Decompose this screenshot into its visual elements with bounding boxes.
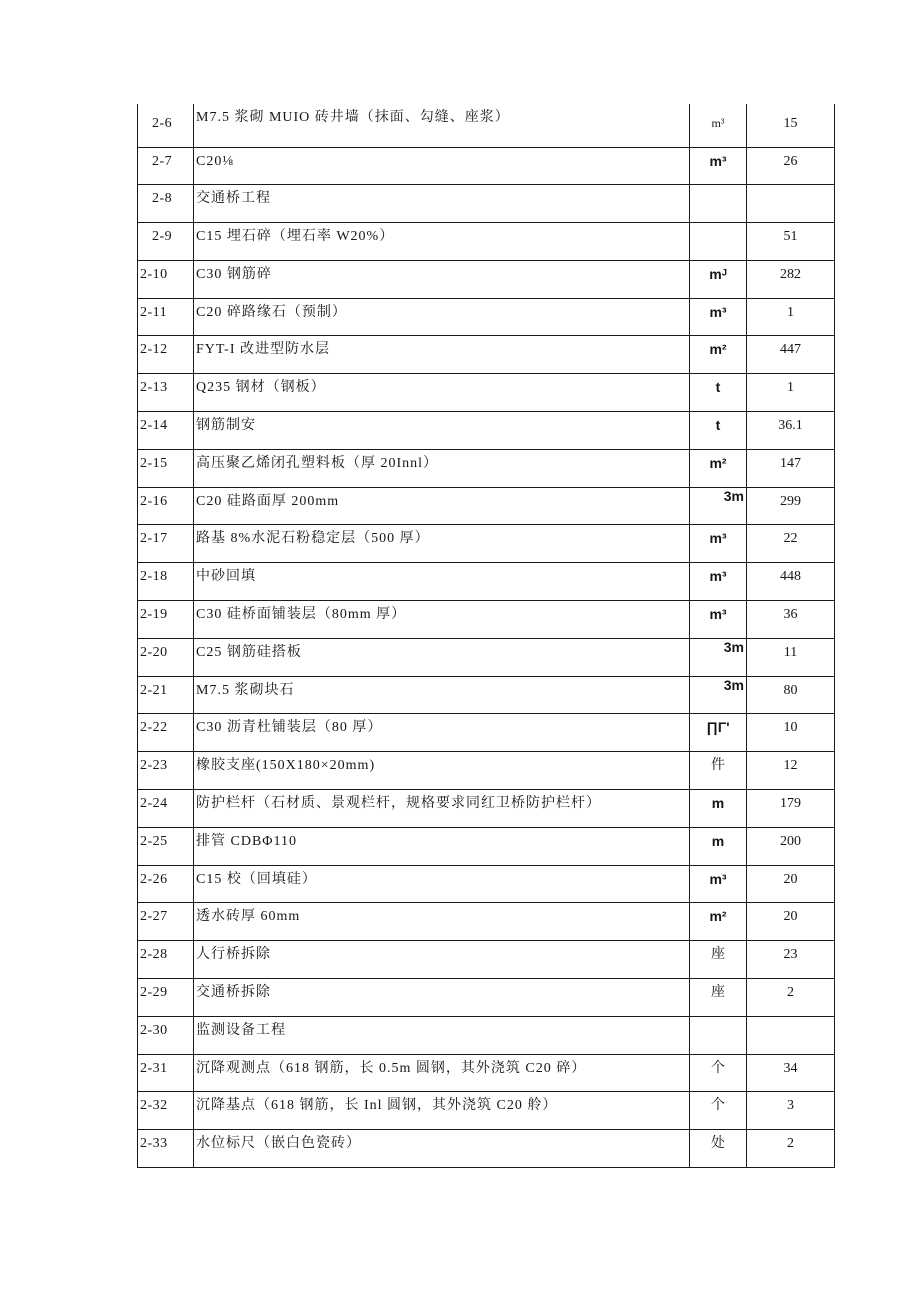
- item-code: 2-15: [138, 449, 194, 487]
- item-unit: 个: [690, 1054, 747, 1092]
- table-row: [138, 941, 835, 979]
- item-unit: m²: [690, 449, 747, 487]
- item-description: C15 埋石碎（埋石率 W20%）: [194, 223, 690, 261]
- item-unit: 3m: [690, 487, 747, 525]
- item-unit: m²: [690, 903, 747, 941]
- item-quantity: 1: [747, 298, 835, 336]
- table-row: [138, 1054, 835, 1092]
- item-unit: t: [690, 412, 747, 450]
- item-code: 2-31: [138, 1054, 194, 1092]
- item-quantity: 447: [747, 336, 835, 374]
- item-description: C20 碎路缘石（预制）: [194, 298, 690, 336]
- item-unit: m³: [690, 865, 747, 903]
- table-row: [138, 563, 835, 601]
- item-quantity: 20: [747, 865, 835, 903]
- item-description: M7.5 浆砌块石: [194, 676, 690, 714]
- table-row: [138, 525, 835, 563]
- item-unit: ∏Γ': [690, 714, 747, 752]
- item-unit: mᴶ: [690, 260, 747, 298]
- item-unit: m³: [690, 104, 747, 147]
- item-unit: t: [690, 374, 747, 412]
- item-quantity: [747, 1016, 835, 1054]
- item-description: FYT-I 改进型防水层: [194, 336, 690, 374]
- item-description: C15 校（回填硅）: [194, 865, 690, 903]
- item-code: 2-6: [138, 104, 194, 147]
- item-unit: m³: [690, 563, 747, 601]
- item-quantity: 15: [747, 104, 835, 147]
- item-code: 2-27: [138, 903, 194, 941]
- table-row: [138, 979, 835, 1017]
- item-quantity: 1: [747, 374, 835, 412]
- item-quantity: 10: [747, 714, 835, 752]
- item-code: 2-25: [138, 827, 194, 865]
- table-row: [138, 185, 835, 223]
- item-description: 沉降观测点（618 钢筋，长 0.5m 圆钢，其外浇筑 C20 碎）: [194, 1054, 690, 1092]
- item-description: 橡胶支座(150X180×20mm): [194, 752, 690, 790]
- table-row: [138, 865, 835, 903]
- item-quantity: 179: [747, 790, 835, 828]
- table-row: [138, 412, 835, 450]
- item-quantity: 448: [747, 563, 835, 601]
- item-unit: m³: [690, 601, 747, 639]
- item-quantity: 34: [747, 1054, 835, 1092]
- item-quantity: 299: [747, 487, 835, 525]
- table-row: [138, 1016, 835, 1054]
- item-unit: 处: [690, 1130, 747, 1168]
- item-code: 2-17: [138, 525, 194, 563]
- item-code: 2-13: [138, 374, 194, 412]
- item-code: 2-16: [138, 487, 194, 525]
- table-row: [138, 714, 835, 752]
- item-quantity: 51: [747, 223, 835, 261]
- item-description: 防护栏杆（石材质、景观栏杆，规格要求同红卫桥防护栏杆）: [194, 790, 690, 828]
- item-unit: m²: [690, 336, 747, 374]
- item-unit: 3m: [690, 676, 747, 714]
- item-quantity: 36: [747, 601, 835, 639]
- item-quantity: 2: [747, 979, 835, 1017]
- item-description: 透水砖厚 60mm: [194, 903, 690, 941]
- item-description: C30 硅桥面铺装层（80mm 厚）: [194, 601, 690, 639]
- table-row: [138, 147, 835, 185]
- item-description: 钢筋制安: [194, 412, 690, 450]
- item-unit: [690, 1016, 747, 1054]
- item-code: 2-19: [138, 601, 194, 639]
- table-row: [138, 449, 835, 487]
- table-row: [138, 336, 835, 374]
- item-quantity: 23: [747, 941, 835, 979]
- quantity-table-body: [138, 104, 835, 1168]
- item-description: 沉降基点（618 钢筋，长 Inl 圆钢，其外浇筑 C20 舲）: [194, 1092, 690, 1130]
- item-description: C25 钢筋硅搭板: [194, 638, 690, 676]
- item-code: 2-9: [138, 223, 194, 261]
- item-code: 2-26: [138, 865, 194, 903]
- item-quantity: 26: [747, 147, 835, 185]
- item-unit: m: [690, 790, 747, 828]
- item-quantity: 200: [747, 827, 835, 865]
- item-quantity: 20: [747, 903, 835, 941]
- table-row: [138, 790, 835, 828]
- table-row: [138, 260, 835, 298]
- item-quantity: 147: [747, 449, 835, 487]
- table-row: [138, 752, 835, 790]
- item-description: 中砂回填: [194, 563, 690, 601]
- item-quantity: 3: [747, 1092, 835, 1130]
- item-description: Q235 钢材（钢板）: [194, 374, 690, 412]
- item-description: 高压聚乙烯闭孔塑料板（厚 20Innl）: [194, 449, 690, 487]
- table-row: [138, 223, 835, 261]
- item-code: 2-22: [138, 714, 194, 752]
- item-description: 人行桥拆除: [194, 941, 690, 979]
- item-code: 2-12: [138, 336, 194, 374]
- item-code: 2-18: [138, 563, 194, 601]
- item-description: C20 硅路面厚 200mm: [194, 487, 690, 525]
- item-quantity: 12: [747, 752, 835, 790]
- item-code: 2-30: [138, 1016, 194, 1054]
- table-row: [138, 903, 835, 941]
- item-code: 2-23: [138, 752, 194, 790]
- item-unit: 座: [690, 979, 747, 1017]
- item-quantity: [747, 185, 835, 223]
- item-code: 2-28: [138, 941, 194, 979]
- table-row: [138, 1130, 835, 1168]
- item-code: 2-10: [138, 260, 194, 298]
- item-code: 2-24: [138, 790, 194, 828]
- item-description: 交通桥工程: [194, 185, 690, 223]
- table-row: [138, 1092, 835, 1130]
- table-row: [138, 374, 835, 412]
- item-unit: [690, 223, 747, 261]
- table-row: [138, 601, 835, 639]
- item-code: 2-32: [138, 1092, 194, 1130]
- item-unit: m³: [690, 298, 747, 336]
- table-row: [138, 487, 835, 525]
- table-row: [138, 638, 835, 676]
- item-code: 2-7: [138, 147, 194, 185]
- item-code: 2-8: [138, 185, 194, 223]
- item-description: M7.5 浆砌 MUIO 砖井墙（抹面、勾缝、座浆）: [194, 104, 690, 147]
- item-description: 排管 CDBΦ110: [194, 827, 690, 865]
- quantity-table: [137, 104, 835, 1168]
- item-quantity: 11: [747, 638, 835, 676]
- item-unit: m³: [690, 147, 747, 185]
- table-row: [138, 827, 835, 865]
- item-unit: 件: [690, 752, 747, 790]
- table-row: [138, 104, 835, 147]
- item-description: 路基 8%水泥石粉稳定层（500 厚）: [194, 525, 690, 563]
- item-code: 2-21: [138, 676, 194, 714]
- item-code: 2-11: [138, 298, 194, 336]
- item-quantity: 2: [747, 1130, 835, 1168]
- item-description: C30 钢筋碎: [194, 260, 690, 298]
- item-code: 2-29: [138, 979, 194, 1017]
- item-description: 水位标尺（嵌白色瓷砖）: [194, 1130, 690, 1168]
- item-quantity: 282: [747, 260, 835, 298]
- item-unit: m³: [690, 525, 747, 563]
- item-description: 交通桥拆除: [194, 979, 690, 1017]
- item-code: 2-20: [138, 638, 194, 676]
- item-unit: m: [690, 827, 747, 865]
- item-description: C20⅛: [194, 147, 690, 185]
- item-quantity: 22: [747, 525, 835, 563]
- item-description: 监测设备工程: [194, 1016, 690, 1054]
- item-unit: 3m: [690, 638, 747, 676]
- item-unit: 个: [690, 1092, 747, 1130]
- item-quantity: 36.1: [747, 412, 835, 450]
- item-quantity: 80: [747, 676, 835, 714]
- item-code: 2-14: [138, 412, 194, 450]
- item-unit: [690, 185, 747, 223]
- item-code: 2-33: [138, 1130, 194, 1168]
- item-unit: 座: [690, 941, 747, 979]
- table-row: [138, 676, 835, 714]
- item-description: C30 沥青杜铺装层（80 厚）: [194, 714, 690, 752]
- table-row: [138, 298, 835, 336]
